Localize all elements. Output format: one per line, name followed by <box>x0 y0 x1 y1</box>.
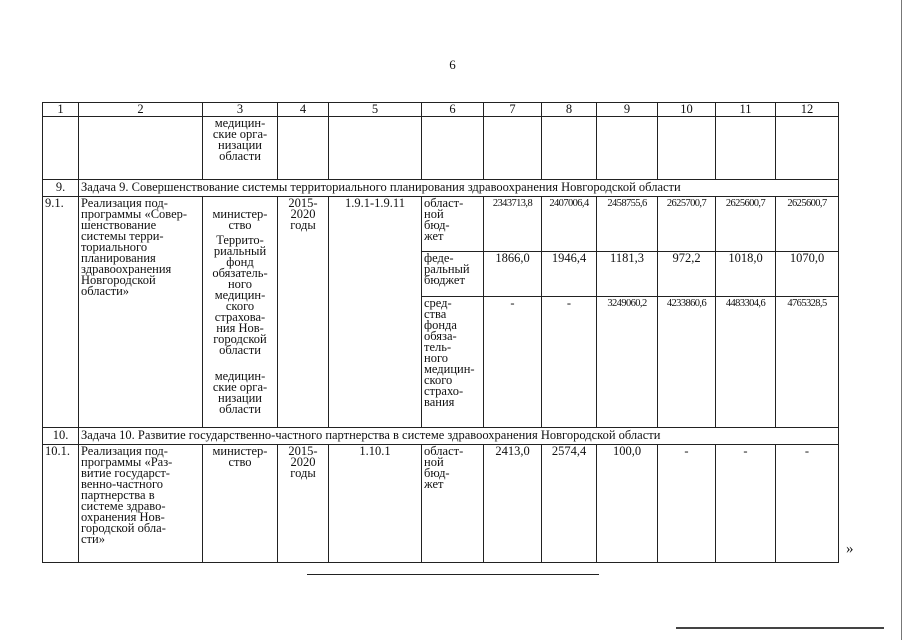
value-cell: 2343713,8 <box>484 197 542 252</box>
period-cell: 2015- 2020 годы <box>278 445 329 563</box>
value-cell: 2574,4 <box>542 445 597 563</box>
value-cell: 4233860,6 <box>658 297 716 428</box>
column-number: 10 <box>658 103 716 117</box>
indicator-cell: 1.9.1-1.9.11 <box>329 197 422 428</box>
row-number: 10.1. <box>43 445 79 563</box>
value-cell: - <box>776 445 839 563</box>
value-cell: - <box>716 445 776 563</box>
column-number: 12 <box>776 103 839 117</box>
value-cell: 2625600,7 <box>716 197 776 252</box>
source-name: област- ной бюд- жет <box>422 197 484 252</box>
scan-artifact-line <box>676 627 884 629</box>
executor-fund: Террито- риальный фонд обязатель- ного медицин- ского страхова- ния Нов- городской области <box>212 233 268 357</box>
value-cell: 1070,0 <box>776 252 839 297</box>
value-cell: 1866,0 <box>484 252 542 297</box>
task-9-row <box>43 180 839 197</box>
column-number: 8 <box>542 103 597 117</box>
value-cell: 2625600,7 <box>776 197 839 252</box>
source-name: сред- ства фонда обяза- тель- ного медицин- ского страхо- вания <box>422 297 484 428</box>
value-cell: 3249060,2 <box>597 297 658 428</box>
value-cell: 2625700,7 <box>658 197 716 252</box>
program-name: Реализация под- программы «Раз- витие государст- венно-частного партнерства в системе здраво- охранения Нов- городской обла- сти» <box>79 445 203 563</box>
closing-quote: » <box>846 541 854 557</box>
executor-organizations: медицин- ские орга- низации области <box>212 369 268 416</box>
task-number: 10. <box>43 428 79 445</box>
executor-cell: министер- ство <box>203 445 278 563</box>
row-9-1 <box>43 197 839 252</box>
column-number: 11 <box>716 103 776 117</box>
executor-cell: медицин- ские орга- низации области <box>203 117 278 180</box>
task-10-row <box>43 428 839 445</box>
source-name: феде- ральный бюджет <box>422 252 484 297</box>
value-cell: 2413,0 <box>484 445 542 563</box>
task-number: 9. <box>43 180 79 197</box>
value-cell: 972,2 <box>658 252 716 297</box>
value-cell: - <box>484 297 542 428</box>
continuation-row <box>43 117 839 180</box>
column-number-row <box>43 103 839 117</box>
value-cell: 4765328,5 <box>776 297 839 428</box>
task-title: Задача 10. Развитие государственно-частного партнерства в системе здравоохранения Новгородской области <box>79 428 839 445</box>
column-number: 1 <box>43 103 79 117</box>
value-cell: 2407006,4 <box>542 197 597 252</box>
column-number: 4 <box>278 103 329 117</box>
column-number: 2 <box>79 103 203 117</box>
period-cell: 2015- 2020 годы <box>278 197 329 428</box>
value-cell: 4483304,6 <box>716 297 776 428</box>
value-cell: 1181,3 <box>597 252 658 297</box>
task-title: Задача 9. Совершенствование системы территориального планирования здравоохранения Новгородской области <box>79 180 839 197</box>
executor-ministry: министер- ство <box>212 207 268 232</box>
column-number: 3 <box>203 103 278 117</box>
column-number: 7 <box>484 103 542 117</box>
row-number: 9.1. <box>43 197 79 428</box>
column-number: 5 <box>329 103 422 117</box>
indicator-cell: 1.10.1 <box>329 445 422 563</box>
executor-cell <box>203 197 278 428</box>
footer-rule <box>307 574 599 575</box>
scan-edge <box>901 0 902 640</box>
value-cell: 100,0 <box>597 445 658 563</box>
program-name: Реализация под- программы «Совер- шенствование системы терри- ториального планирования здравоохранения Новгородской области» <box>79 197 203 428</box>
value-cell: 1946,4 <box>542 252 597 297</box>
page-number: 6 <box>449 57 456 72</box>
financing-table <box>42 102 839 563</box>
row-10-1 <box>43 445 839 563</box>
column-number: 6 <box>422 103 484 117</box>
value-cell: - <box>542 297 597 428</box>
source-name: област- ной бюд- жет <box>422 445 484 563</box>
value-cell: 2458755,6 <box>597 197 658 252</box>
value-cell: - <box>658 445 716 563</box>
column-number: 9 <box>597 103 658 117</box>
value-cell: 1018,0 <box>716 252 776 297</box>
